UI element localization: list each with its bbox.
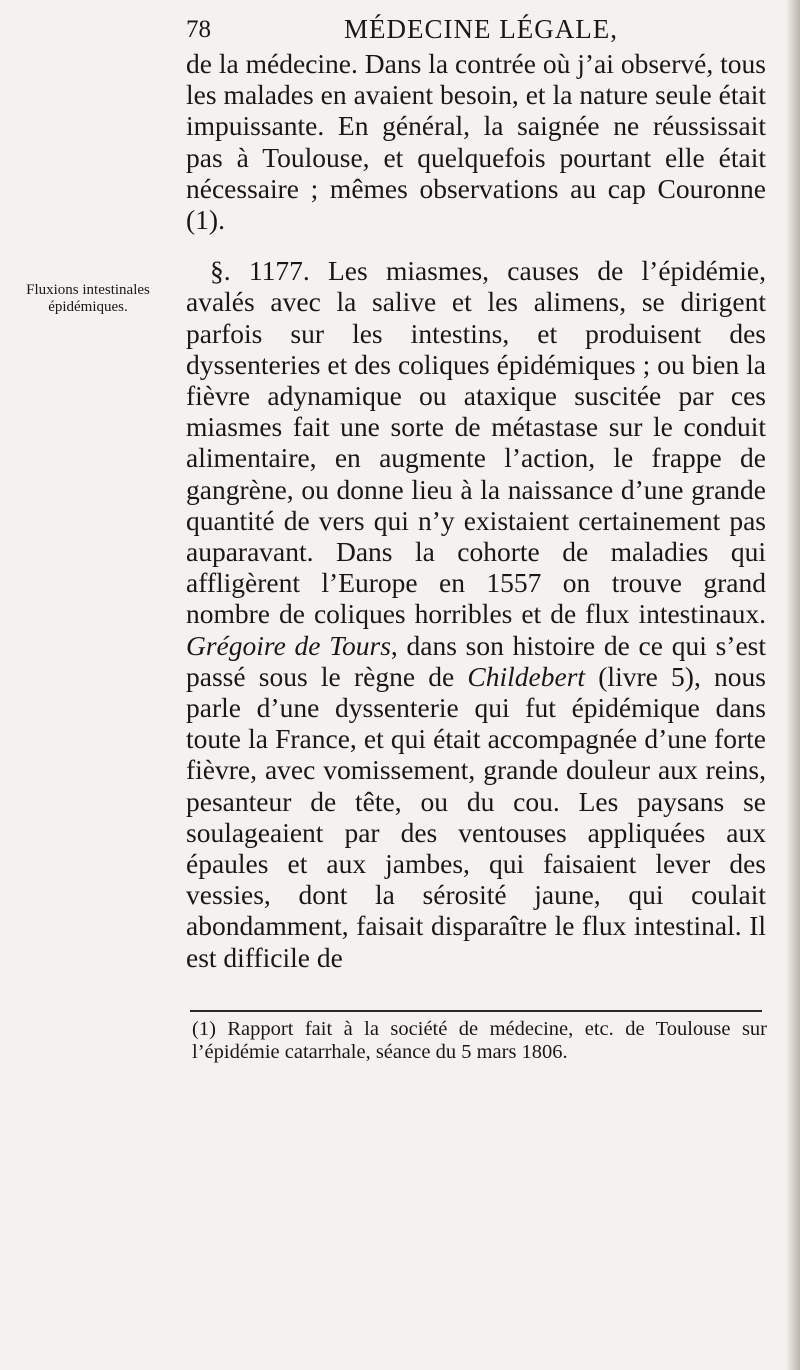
- author-name: Grégoire de Tours: [186, 629, 391, 661]
- margin-note: Fluxions intestinales épidémiques.: [26, 282, 150, 315]
- king-name: Childebert: [467, 660, 586, 692]
- paragraph-section-1177: [186, 255, 766, 973]
- paragraph-text: (livre 5), nous parle d’une dyssenterie qui fut épidémique dans toute la France, et qui était accompagnée d’une forte fièvre, avec vomissement, grande douleur aux reins, pesanteur de tête, ou du cou. Les paysans se soulageaient par des ventouses appliquées aux épaules et aux jambes, qui faisaient lever des vessies, dont la sérosité jaune, qui coulait abondamment, faisait disparaître le flux intestinal. Il est difficile de: [186, 660, 766, 973]
- paragraph-text: , dans son histoire de ce qui s’est passé sous le règne de: [186, 629, 766, 692]
- paragraph-text: Les miasmes, causes de l’épidémie, avalés avec la salive et les alimens, se dirigent parfois sur les intestins, et produisent des dyssenteries et des coliques épidémiques ; ou bien la fièvre adynamique ou ataxique suscitée par ces miasmes fait une sorte de métastase sur le conduit alimentaire, en augmente l’action, le frappe de gangrène, ou donne lieu à la naissance d’une grande quantité de vers qui n’y existaient certainement pas auparavant. Dans la cohorte de maladies qui affligèrent l’Europe en 1557 on trouve grand nombre de coliques horribles et de flux intestinaux.: [186, 255, 766, 630]
- running-title: MÉDECINE LÉGALE,: [344, 14, 618, 44]
- page-number: 78: [186, 16, 211, 43]
- footnote-divider: [190, 1010, 762, 1012]
- page-edge-shadow: [786, 0, 800, 1370]
- paragraph-continuation: de la médecine. Dans la contrée où j’ai observé, tous les malades en avaient besoin, et la nature seule était impuissante. En général, la saignée ne réussissait pas à Toulouse, et quelquefois pourtant elle était nécessaire ; mêmes observations au cap Couronne (1).: [186, 48, 766, 236]
- footnote: (1) Rapport fait à la société de médecine, etc. de Toulouse sur l’épidémie catarrhale, séance du 5 mars 1806.: [192, 1018, 767, 1063]
- section-mark: §. 1177.: [210, 255, 310, 287]
- main-text: [186, 48, 766, 973]
